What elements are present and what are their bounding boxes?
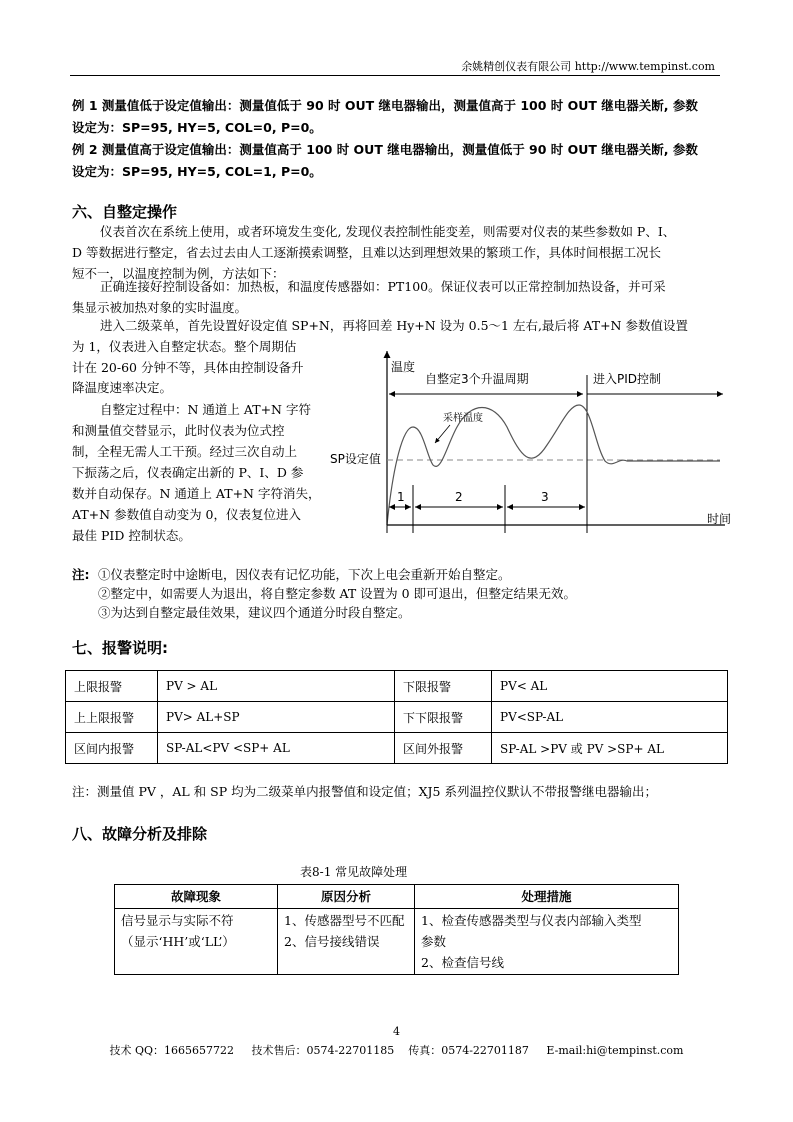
table-row bbox=[115, 909, 679, 975]
y-axis-label: 温度 bbox=[391, 360, 416, 374]
symptom-cell bbox=[115, 909, 278, 975]
s6-line: 正确连接好控制设备如：加热板，和温度传感器如：PT100。保证仪表可以正常控制加热设备，并可采 bbox=[100, 279, 666, 294]
s6-line: 仪表首次在系统上使用，或者环境发生变化, 发现仪表控制性能变差，则需要对仪表的某些参数如 P、I、 bbox=[100, 224, 676, 239]
s6-line: 下振荡之后，仪表确定出新的 P、I、D 参 bbox=[72, 465, 304, 480]
table-cell: 下限报警 bbox=[395, 671, 492, 702]
header-company: 余姚精创仪表有限公司 bbox=[461, 60, 572, 73]
s6-line: 数并自动保存。N 通道上 AT+N 字符消失， bbox=[72, 486, 321, 501]
table-cell: SP-AL<PV <SP+ AL bbox=[158, 733, 395, 764]
s6-line: 为 1，仪表进入自整定状态。整个周期估 bbox=[72, 339, 297, 354]
page-header bbox=[461, 58, 715, 74]
table-cell: SP-AL >PV 或 PV >SP+ AL bbox=[492, 733, 728, 764]
cause-line: 2、信号接线错误 bbox=[284, 934, 380, 949]
page-footer bbox=[0, 1042, 793, 1058]
header-rule bbox=[70, 75, 720, 76]
period-label: 自整定3个升温周期 bbox=[425, 372, 529, 386]
symptom-line: （显示‘HH’或‘LL’） bbox=[121, 934, 235, 949]
table-header-row bbox=[115, 885, 679, 909]
s6-line: AT+N 参数值自动变为 0，仪表复位进入 bbox=[72, 507, 301, 522]
table-row bbox=[66, 733, 728, 764]
table-cell: PV< AL bbox=[492, 671, 728, 702]
sample-pointer bbox=[435, 425, 450, 443]
table-caption: 表8-1 常见故障处理 bbox=[300, 865, 408, 879]
table-cell: PV<SP-AL bbox=[492, 702, 728, 733]
segment-label-2: 2 bbox=[455, 490, 463, 504]
alarm-table bbox=[65, 670, 728, 764]
sp-label: SP设定值 bbox=[330, 452, 381, 466]
x-axis-label: 时间 bbox=[707, 512, 732, 526]
sample-label: 采样温度 bbox=[443, 413, 483, 424]
table-cell: 区间外报警 bbox=[395, 733, 492, 764]
action-line: 1、检查传感器类型与仪表内部输入类型 bbox=[421, 913, 642, 928]
action-line: 参数 bbox=[421, 934, 447, 949]
s6-line: 制，全程无需人工干预。经过三次自动上 bbox=[72, 444, 298, 459]
fault-table bbox=[114, 884, 679, 975]
section-8-title: 八、故障分析及排除 bbox=[72, 825, 208, 843]
segment-label-3: 3 bbox=[541, 490, 549, 504]
symptom-line: 信号显示与实际不符 bbox=[121, 913, 234, 928]
header-url[interactable]: http://www.tempinst.com bbox=[574, 60, 715, 73]
s6-line: 计在 20-60 分钟不等，具体由控制设备升 bbox=[72, 360, 304, 375]
cause-line: 1、传感器型号不匹配 bbox=[284, 913, 405, 928]
table-cell: PV> AL+SP bbox=[158, 702, 395, 733]
s6-line: 降温度速率决定。 bbox=[72, 380, 173, 395]
page-number: 4 bbox=[393, 1025, 400, 1038]
footer-fax: 传真：0574-22701187 bbox=[408, 1044, 529, 1057]
footer-service: 技术售后：0574-22701185 bbox=[251, 1044, 395, 1057]
pid-label: 进入PID控制 bbox=[593, 372, 662, 386]
example-2-line-1: 例 2 测量值高于设定值输出：测量值高于 100 时 OUT 继电器输出，测量值低于 90 时 OUT 继电器关断, 参数 bbox=[72, 142, 698, 157]
table-cell: 下下限报警 bbox=[395, 702, 492, 733]
s6-line: 集显示被加热对象的实时温度。 bbox=[72, 300, 248, 315]
action-line: 2、检查信号线 bbox=[421, 955, 504, 970]
s6-line: 进入二级菜单，首先设置好设定值 SP+N，再将回差 Hy+N 设为 0.5～1 左右,最后将 AT+N 参数值设置 bbox=[100, 318, 688, 333]
s6-line: 短不一，以温度控制为例，方法如下： bbox=[72, 266, 285, 281]
note-item: ③为达到自整定最佳效果，建议四个通道分时段自整定。 bbox=[98, 605, 411, 620]
example-1-line-2: 设定为：SP=95, HY=5, COL=0, P=0。 bbox=[72, 120, 322, 135]
example-1-line-1: 例 1 测量值低于设定值输出：测量值低于 90 时 OUT 继电器输出，测量值高于 100 时 OUT 继电器关断, 参数 bbox=[72, 98, 698, 113]
table-cell: PV > AL bbox=[158, 671, 395, 702]
column-header: 处理措施 bbox=[415, 885, 679, 909]
cause-cell bbox=[278, 909, 415, 975]
table-row bbox=[66, 671, 728, 702]
column-header: 原因分析 bbox=[278, 885, 415, 909]
s6-line: 自整定过程中：N 通道上 AT+N 字符 bbox=[100, 402, 311, 417]
action-cell bbox=[415, 909, 679, 975]
column-header: 故障现象 bbox=[115, 885, 278, 909]
table-cell: 上上限报警 bbox=[66, 702, 158, 733]
section-7-title: 七、报警说明: bbox=[72, 639, 168, 657]
notes-label: 注: bbox=[72, 567, 90, 582]
note-item: ①仪表整定时中途断电，因仪表有记忆功能，下次上电会重新开始自整定。 bbox=[98, 567, 511, 582]
footer-email[interactable]: E-mail:hi@tempinst.com bbox=[546, 1044, 684, 1057]
footer-qq: 技术 QQ：1665657722 bbox=[109, 1044, 235, 1057]
example-2-line-2: 设定为：SP=95, HY=5, COL=1, P=0。 bbox=[72, 164, 322, 179]
alarm-note: 注：测量值 PV ，AL 和 SP 均为二级菜单内报警值和设定值；XJ5 系列温控仪默认不带报警继电器输出； bbox=[72, 784, 657, 799]
table-cell: 上限报警 bbox=[66, 671, 158, 702]
table-row bbox=[66, 702, 728, 733]
table-cell: 区间内报警 bbox=[66, 733, 158, 764]
note-item: ②整定中，如需要人为退出，将自整定参数 AT 设置为 0 即可退出，但整定结果无效。 bbox=[98, 586, 577, 601]
segment-label-1: 1 bbox=[397, 490, 405, 504]
autotune-diagram bbox=[325, 345, 735, 535]
s6-line: 和测量值交替显示，此时仪表为位式控 bbox=[72, 423, 285, 438]
section-6-title: 六、自整定操作 bbox=[72, 203, 178, 221]
s6-line: D 等数据进行整定，省去过去由人工逐渐摸索调整，且难以达到理想效果的繁琐工作，具体时间根据工况长 bbox=[72, 245, 661, 260]
s6-line: 最佳 PID 控制状态。 bbox=[72, 528, 191, 543]
